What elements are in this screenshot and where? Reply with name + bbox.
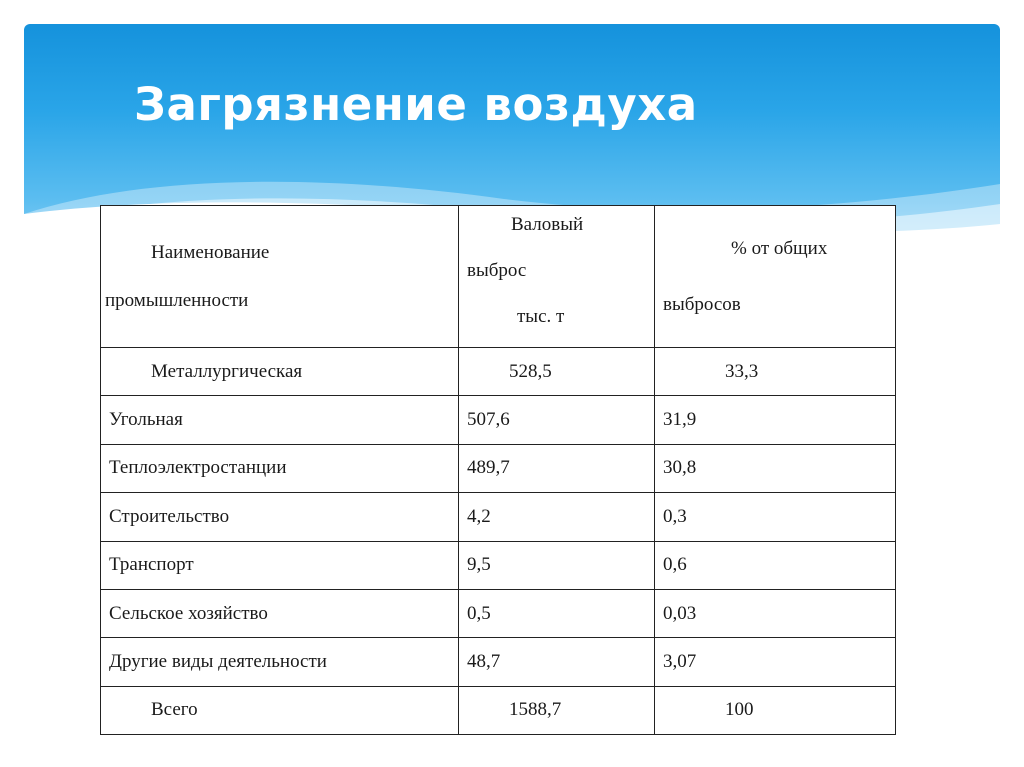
row-name: Другие виды деятельности xyxy=(101,638,459,686)
table-total-row xyxy=(101,686,896,734)
table-row xyxy=(101,638,896,686)
header-percent-total xyxy=(655,206,896,348)
row-gross: 4,2 xyxy=(459,493,655,541)
row-name: Угольная xyxy=(101,396,459,444)
table-row xyxy=(101,348,896,396)
row-name: Транспорт xyxy=(101,541,459,589)
row-pct: 0,3 xyxy=(655,493,896,541)
row-pct: 33,3 xyxy=(655,348,896,396)
row-pct: 30,8 xyxy=(655,444,896,492)
header-gross-line2: выброс xyxy=(467,259,527,281)
row-gross: 489,7 xyxy=(459,444,655,492)
row-gross: 507,6 xyxy=(459,396,655,444)
total-gross: 1588,7 xyxy=(459,686,655,734)
table-row xyxy=(101,541,896,589)
header-gross-emission xyxy=(459,206,655,348)
row-gross: 48,7 xyxy=(459,638,655,686)
row-pct: 31,9 xyxy=(655,396,896,444)
row-pct: 0,6 xyxy=(655,541,896,589)
emissions-table-container xyxy=(100,205,895,735)
row-name: Теплоэлектростанции xyxy=(101,444,459,492)
row-name: Сельское хозяйство xyxy=(101,589,459,637)
header-pct-line1: % от общих xyxy=(731,237,828,259)
total-name: Всего xyxy=(101,686,459,734)
row-gross: 0,5 xyxy=(459,589,655,637)
row-pct: 0,03 xyxy=(655,589,896,637)
total-pct: 100 xyxy=(655,686,896,734)
header-industry-name xyxy=(101,206,459,348)
row-name: Строительство xyxy=(101,493,459,541)
emissions-table xyxy=(100,205,896,735)
row-name: Металлургическая xyxy=(101,348,459,396)
table-header-row xyxy=(101,206,896,348)
header-gross-line3: тыс. т xyxy=(517,305,565,327)
row-gross: 9,5 xyxy=(459,541,655,589)
table-row xyxy=(101,493,896,541)
header-industry-line2: промышленности xyxy=(105,289,249,311)
header-industry-line1: Наименование xyxy=(151,241,270,263)
table-row xyxy=(101,396,896,444)
table-row xyxy=(101,589,896,637)
header-pct-line2: выбросов xyxy=(663,293,741,315)
header-gross-line1: Валовый xyxy=(511,213,584,235)
slide-title: Загрязнение воздуха xyxy=(134,78,698,131)
row-pct: 3,07 xyxy=(655,638,896,686)
table-row xyxy=(101,444,896,492)
row-gross: 528,5 xyxy=(459,348,655,396)
